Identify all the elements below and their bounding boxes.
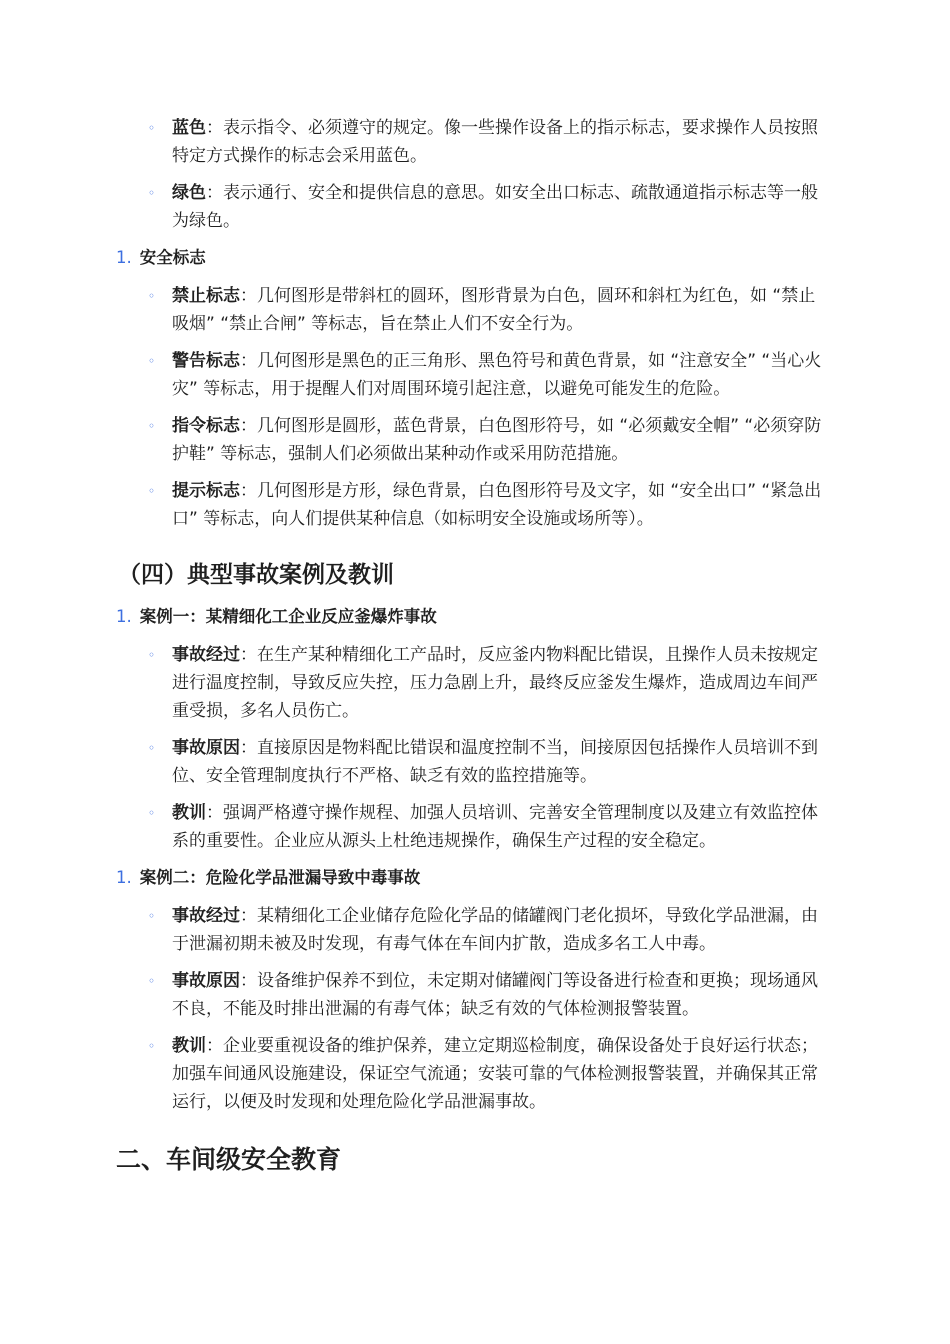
heading-text: 案例二：危险化学品泄漏导致中毒事故	[139, 868, 421, 887]
item-lead: 蓝色	[172, 118, 206, 138]
item-text: ：几何图形是黑色的正三角形、黑色符号和黄色背景，如 “注意安全” “当心火灾” 等标志，用于提醒人们对周围环境引起注意，以避免可能发生的危险。	[172, 351, 822, 399]
item-text: ：强调严格遵守操作规程、加强人员培训、完善安全管理制度以及建立有效监控体系的重要性。企业应从源头上杜绝违规操作，确保生产过程的安全稳定。	[172, 803, 818, 851]
bullet-icon: ◦	[148, 974, 156, 988]
bullet-icon: ◦	[148, 186, 156, 200]
item-text: ：表示通行、安全和提供信息的意思。如安全出口标志、疏散通道指示标志等一般为绿色。	[172, 183, 818, 231]
list-number: 1.	[116, 607, 132, 626]
list-item-case1-process	[148, 641, 828, 725]
list-number: 1.	[116, 248, 132, 267]
list-item-case2-process	[148, 902, 828, 958]
item-lead: 事故经过	[172, 645, 240, 665]
list-item-information	[148, 477, 828, 533]
item-lead: 教训	[172, 803, 206, 823]
numbered-heading-case2	[116, 864, 420, 892]
list-item-blue	[148, 114, 828, 170]
item-text: ：直接原因是物料配比错误和温度控制不当，间接原因包括操作人员培训不到位、安全管理制度执行不严格、缺乏有效的监控措施等。	[172, 738, 818, 786]
numbered-heading-case1	[116, 603, 437, 631]
list-item-green	[148, 179, 828, 235]
section-heading: （四）典型事故案例及教训	[118, 562, 394, 588]
bullet-icon: ◦	[148, 354, 156, 368]
list-item-mandatory	[148, 412, 828, 468]
list-number: 1.	[116, 868, 132, 887]
chapter-heading: 二、车间级安全教育	[116, 1145, 342, 1174]
bullet-icon: ◦	[148, 741, 156, 755]
bullet-icon: ◦	[148, 484, 156, 498]
list-item-case1-lesson	[148, 799, 828, 855]
item-lead: 禁止标志	[172, 286, 240, 306]
item-text: ：几何图形是带斜杠的圆环，图形背景为白色，圆环和斜杠为红色，如 “禁止吸烟” “禁止合闸” 等标志，旨在禁止人们不安全行为。	[172, 286, 816, 334]
numbered-heading-signs	[116, 244, 206, 272]
item-lead: 指令标志	[172, 416, 240, 436]
item-lead: 事故原因	[172, 971, 240, 991]
list-item-prohibition	[148, 282, 828, 338]
item-text: ：企业要重视设备的维护保养，建立定期巡检制度，确保设备处于良好运行状态；加强车间通风设施建设，保证空气流通；安装可靠的气体检测报警装置，并确保其正常运行，以便及时发现和处理危险化学品泄漏事故。	[172, 1036, 818, 1112]
list-item-warning	[148, 347, 828, 403]
item-text: ：设备维护保养不到位，未定期对储罐阀门等设备进行检查和更换；现场通风不良，不能及时排出泄漏的有毒气体；缺乏有效的气体检测报警装置。	[172, 971, 818, 1019]
item-text: ：在生产某种精细化工产品时，反应釜内物料配比错误，且操作人员未按规定进行温度控制，导致反应失控，压力急剧上升，最终反应釜发生爆炸，造成周边车间严重受损，多名人员伤亡。	[172, 645, 818, 721]
bullet-icon: ◦	[148, 289, 156, 303]
bullet-icon: ◦	[148, 121, 156, 135]
item-lead: 提示标志	[172, 481, 240, 501]
list-item-case2-cause	[148, 967, 828, 1023]
item-text: ：某精细化工企业储存危险化学品的储罐阀门老化损坏，导致化学品泄漏，由于泄漏初期未被及时发现，有毒气体在车间内扩散，造成多名工人中毒。	[172, 906, 818, 954]
bullet-icon: ◦	[148, 648, 156, 662]
item-text: ：几何图形是方形，绿色背景，白色图形符号及文字，如 “安全出口” “紧急出口” 等标志，向人们提供某种信息（如标明安全设施或场所等）。	[172, 481, 822, 529]
bullet-icon: ◦	[148, 1039, 156, 1053]
list-item-case2-lesson	[148, 1032, 828, 1116]
item-lead: 事故原因	[172, 738, 240, 758]
item-text: ：几何图形是圆形，蓝色背景，白色图形符号，如 “必须戴安全帽” “必须穿防护鞋” 等标志，强制人们必须做出某种动作或采用防范措施。	[172, 416, 822, 464]
heading-text: 案例一：某精细化工企业反应釜爆炸事故	[139, 607, 437, 626]
item-lead: 绿色	[172, 183, 206, 203]
item-lead: 事故经过	[172, 906, 240, 926]
item-lead: 教训	[172, 1036, 206, 1056]
bullet-icon: ◦	[148, 806, 156, 820]
bullet-icon: ◦	[148, 419, 156, 433]
list-item-case1-cause	[148, 734, 828, 790]
item-lead: 警告标志	[172, 351, 240, 371]
heading-text: 安全标志	[139, 248, 206, 267]
item-text: ：表示指令、必须遵守的规定。像一些操作设备上的指示标志，要求操作人员按照特定方式操作的标志会采用蓝色。	[172, 118, 818, 166]
bullet-icon: ◦	[148, 909, 156, 923]
